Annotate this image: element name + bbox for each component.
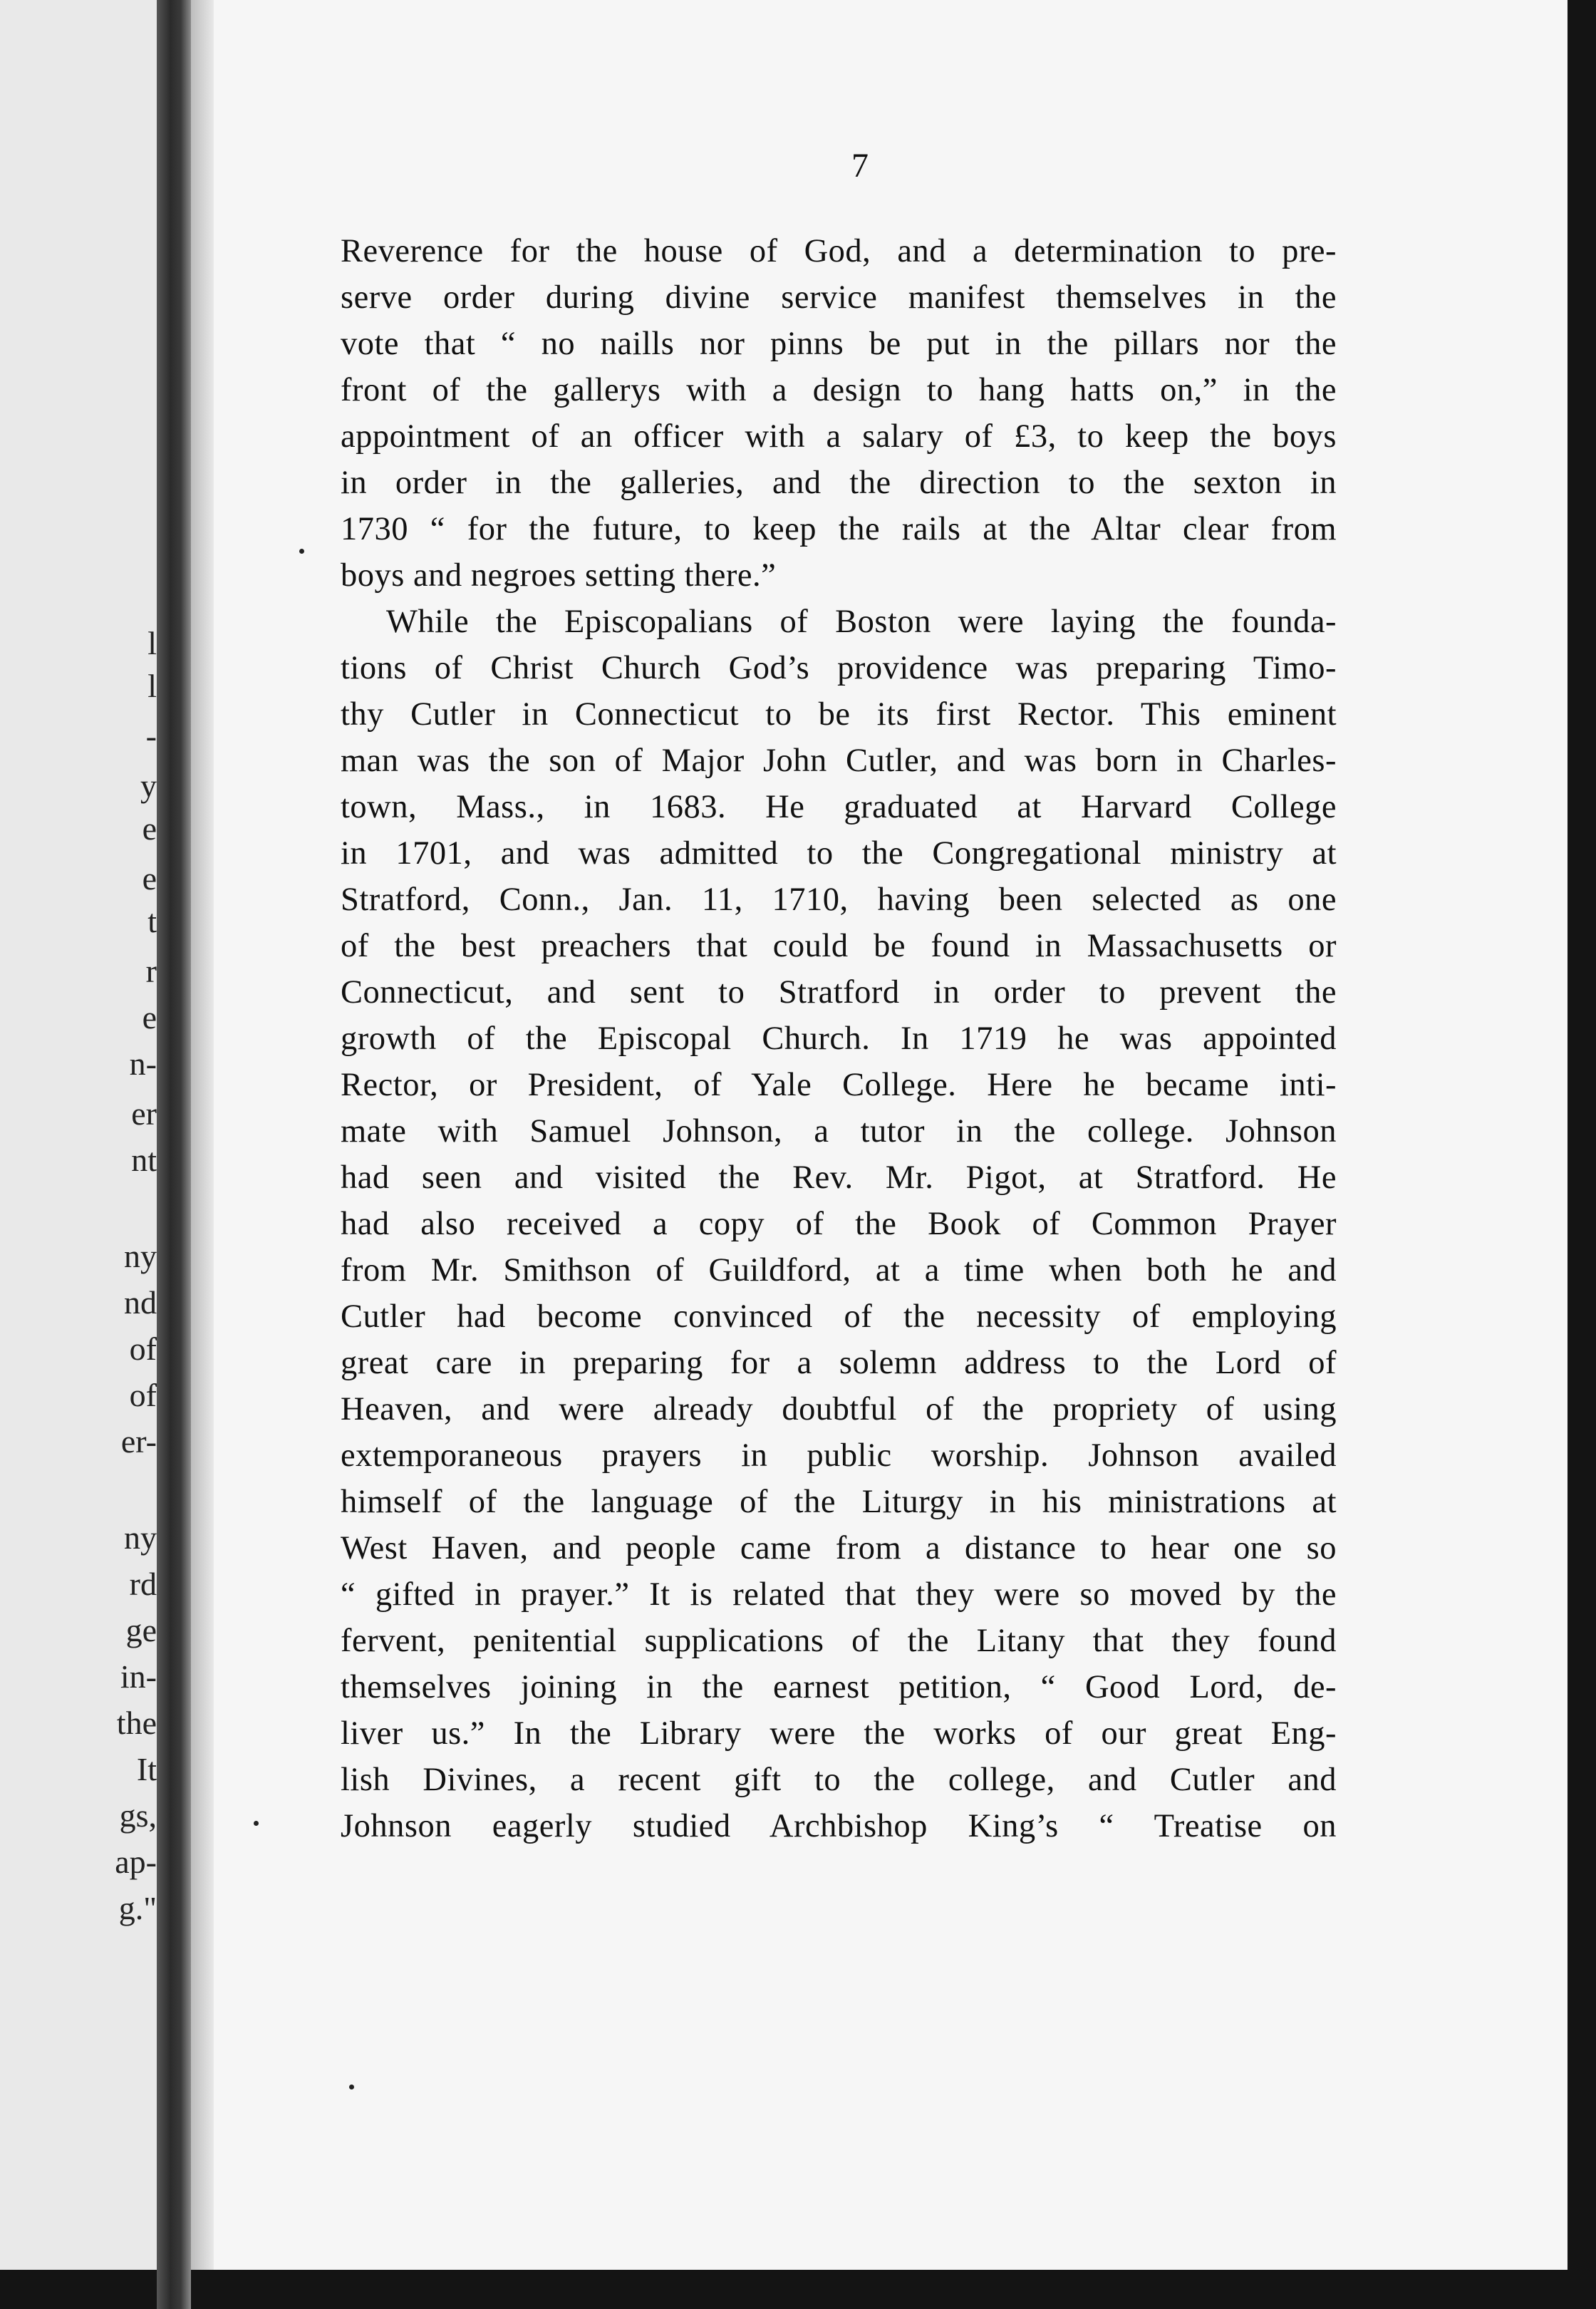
left-fragment: ny [124,1238,157,1274]
left-fragment: ap- [115,1844,157,1880]
book-gutter [157,0,191,2309]
left-fragment: n- [129,1045,157,1082]
left-fragment: It [136,1751,157,1787]
text-line: Rector, or President, of Yale College. Here he became inti- [341,1067,1337,1103]
left-fragment: y [140,768,157,804]
text-line: tions of Christ Church God’s providence was preparing Timo- [341,650,1337,686]
ink-speck [299,549,304,554]
text-line: had also received a copy of the Book of Common Prayer [341,1206,1337,1242]
text-line: “ gifted in prayer.” It is related that they were so moved by the [341,1576,1337,1613]
left-fragment: e [142,810,157,847]
page-number: 7 [851,147,869,185]
text-line: Reverence for the house of God, and a determination to pre- [341,233,1337,269]
left-fragment: t [147,903,157,939]
text-line: lish Divines, a recent gift to the college, and Cutler and [341,1762,1337,1798]
left-fragment: er [131,1095,157,1132]
left-fragment: l [147,625,157,661]
left-fragment: l [147,668,157,704]
text-line: vote that “ no naills nor pinns be put in the pillars nor the [341,326,1337,362]
text-line: Connecticut, and sent to Stratford in order to prevent the [341,974,1337,1011]
left-page-edge [0,0,161,2270]
body-text [341,228,1337,1849]
text-line: himself of the language of the Liturgy in his ministrations at [341,1484,1337,1520]
left-fragment: gs, [119,1797,157,1834]
text-line: fervent, penitential supplications of the Litany that they found [341,1623,1337,1659]
text-line: thy Cutler in Connecticut to be its first Rector. This eminent [341,696,1337,733]
text-line: front of the gallerys with a design to hang hatts on,” in the [341,372,1337,408]
ink-speck [349,2085,354,2090]
text-line: of the best preachers that could be found in Massachusetts or [341,928,1337,964]
left-fragment: er- [120,1423,157,1460]
text-line: Heaven, and were already doubtful of the propriety of using [341,1391,1337,1427]
text-line: in 1701, and was admitted to the Congregational ministry at [341,835,1337,872]
text-line: great care in preparing for a solemn address to the Lord of [341,1345,1337,1381]
left-fragment: e [142,860,157,897]
text-line: man was the son of Major John Cutler, and was born in Charles- [341,743,1337,779]
left-fragment: rd [129,1566,157,1602]
left-fragment: ny [124,1519,157,1556]
paragraph-start-line: While the Episcopalians of Boston were laying the founda- [386,604,1337,640]
text-line: West Haven, and people came from a distance to hear one so [341,1530,1337,1566]
text-line: in order in the galleries, and the direction to the sexton in [341,465,1337,501]
left-fragment: e [142,999,157,1035]
book-page [214,0,1568,2270]
text-line: liver us.” In the Library were the works of our great Eng- [341,1715,1337,1752]
text-line: growth of the Episcopal Church. In 1719 he was appointed [341,1021,1337,1057]
text-line: boys and negroes setting there.” [341,557,777,594]
text-line: mate with Samuel Johnson, a tutor in the college. Johnson [341,1113,1337,1150]
left-fragment: of [129,1331,157,1367]
left-page-text-fragments [50,0,157,2270]
ink-speck [254,1821,259,1826]
text-line: town, Mass., in 1683. He graduated at Harvard College [341,789,1337,825]
left-fragment: of [129,1377,157,1413]
left-fragment: the [116,1705,157,1741]
text-line: Cutler had become convinced of the necessity of employing [341,1298,1337,1335]
left-fragment: - [145,718,157,754]
text-line: Stratford, Conn., Jan. 11, 1710, having been selected as one [341,882,1337,918]
text-line: appointment of an officer with a salary of £3, to keep the boys [341,418,1337,455]
left-fragment: in- [120,1658,157,1695]
left-fragment: ge [125,1612,157,1648]
left-fragment: r [145,953,157,989]
text-line: themselves joining in the earnest petition, “ Good Lord, de- [341,1669,1337,1705]
text-line: had seen and visited the Rev. Mr. Pigot, at Stratford. He [341,1159,1337,1196]
left-fragment: nt [131,1142,157,1178]
text-line: serve order during divine service manifest themselves in the [341,279,1337,316]
text-line: from Mr. Smithson of Guildford, at a time when both he and [341,1252,1337,1288]
text-line: Johnson eagerly studied Archbishop King’s “ Treatise on [341,1808,1337,1844]
text-line: 1730 “ for the future, to keep the rails at the Altar clear from [341,511,1337,547]
left-fragment: g." [118,1890,157,1926]
left-fragment: nd [124,1284,157,1321]
text-line: extemporaneous prayers in public worship. Johnson availed [341,1437,1337,1474]
